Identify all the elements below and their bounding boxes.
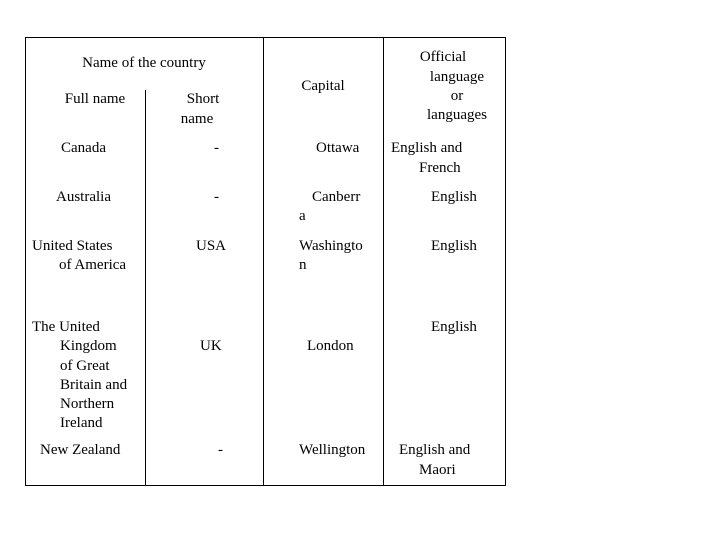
header-country: Name of the country <box>82 55 206 71</box>
header-capital: Capital <box>301 78 345 94</box>
cell-full-name: of Great <box>60 358 110 374</box>
cell-capital: Canberr <box>312 189 361 205</box>
header-full-name: Full name <box>64 91 126 107</box>
cell-short-name: UK <box>200 338 222 354</box>
header-language-2: language <box>429 69 485 85</box>
cell-full-name: The United <box>32 319 100 335</box>
header-short-name-2: name <box>180 111 214 127</box>
cell-language: English <box>431 319 477 335</box>
cell-capital: London <box>307 338 354 354</box>
header-language-4: languages <box>427 107 487 123</box>
column-divider-2 <box>263 37 264 485</box>
table-border-right <box>505 37 506 485</box>
cell-language: French <box>419 160 461 176</box>
cell-capital: Washingto <box>299 238 363 254</box>
cell-full-name: Australia <box>56 189 111 205</box>
cell-full-name: Ireland <box>60 415 103 431</box>
cell-full-name: Britain and <box>60 377 128 393</box>
cell-short-name: - <box>214 189 219 205</box>
cell-language: English and <box>399 442 471 458</box>
cell-full-name: Northern <box>60 396 115 412</box>
header-language-1: Official <box>419 49 467 65</box>
cell-language: Maori <box>419 462 456 478</box>
cell-full-name: Kingdom <box>60 338 117 354</box>
table-border-bottom <box>25 485 506 486</box>
cell-full-name: New Zealand <box>40 442 121 458</box>
cell-short-name: USA <box>196 238 227 254</box>
cell-capital: n <box>299 257 307 273</box>
cell-full-name: of America <box>59 257 127 273</box>
cell-capital: Wellington <box>299 442 366 458</box>
countries-table <box>25 37 505 485</box>
cell-full-name: United States <box>32 238 113 254</box>
cell-language: English <box>431 189 477 205</box>
column-divider-1 <box>145 90 146 485</box>
cell-short-name: - <box>214 140 219 156</box>
header-language-3: or <box>450 88 464 104</box>
cell-language: English <box>431 238 477 254</box>
table-border-top <box>25 37 505 38</box>
cell-full-name: Canada <box>61 140 106 156</box>
cell-short-name: - <box>218 442 223 458</box>
column-divider-3 <box>383 37 384 485</box>
cell-capital: Ottawa <box>316 140 360 156</box>
header-short-name-1: Short <box>186 91 220 107</box>
cell-language: English and <box>391 140 463 156</box>
cell-capital: a <box>299 208 306 224</box>
